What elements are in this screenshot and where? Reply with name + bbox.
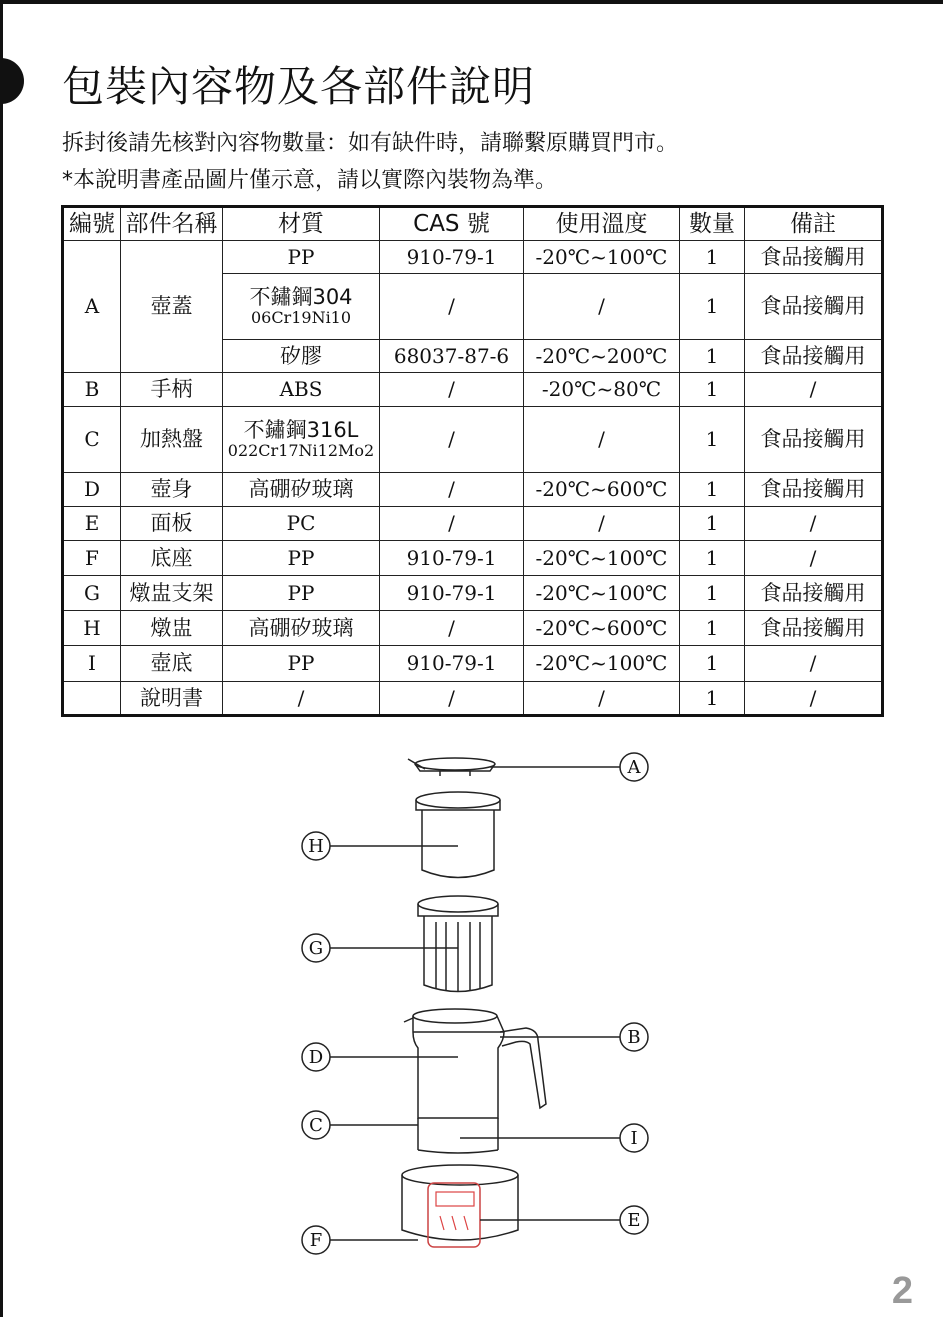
cell-part-name: 燉盅支架 [121, 576, 223, 611]
cell-remark: 食品接觸用 [745, 274, 883, 340]
cell-quantity: 1 [680, 274, 745, 340]
table-header-row [63, 207, 883, 241]
page-title: 包裝內容物及各部件說明 [62, 62, 536, 111]
cell-cas: / [380, 274, 524, 340]
header-temperature: 使用溫度 [524, 207, 680, 241]
material-main: 不鏽鋼316L [243, 418, 359, 443]
cell-part-name: 壺蓋 [121, 241, 223, 373]
cell-temperature: / [524, 682, 680, 716]
page-top-border [0, 0, 943, 4]
callout-a-label: A [627, 757, 641, 778]
parts-table [61, 205, 884, 717]
table-row [63, 611, 883, 646]
cell-temperature: -20℃~600℃ [524, 473, 680, 507]
header-remark: 備註 [745, 207, 883, 241]
cell-cas: / [380, 473, 524, 507]
cell-quantity: 1 [680, 541, 745, 576]
callout-b-label: B [627, 1027, 641, 1048]
header-code: 編號 [63, 207, 121, 241]
cell-quantity: 1 [680, 407, 745, 473]
note-check-contents: 拆封後請先核對內容物數量：如有缺件時，請聯繫原購買門市。 [62, 131, 679, 156]
cell-remark: 食品接觸用 [745, 340, 883, 373]
cell-remark: 食品接觸用 [745, 407, 883, 473]
cell-cas: / [380, 507, 524, 541]
cell-material: / [223, 682, 380, 716]
table-row [63, 241, 883, 274]
header-part-name: 部件名稱 [121, 207, 223, 241]
cell-quantity: 1 [680, 682, 745, 716]
cell-cas: 910-79-1 [380, 576, 524, 611]
cell-remark: / [745, 507, 883, 541]
cell-part-name: 壺底 [121, 646, 223, 682]
table-row [63, 507, 883, 541]
handle-part [500, 1028, 546, 1108]
material-main: 不鏽鋼304 [249, 285, 353, 310]
callout-h-label: H [308, 836, 324, 857]
table-row [63, 473, 883, 507]
cell-part-name: 說明書 [121, 682, 223, 716]
cell-part-name: 加熱盤 [121, 407, 223, 473]
cell-remark: / [745, 646, 883, 682]
cell-remark: 食品接觸用 [745, 611, 883, 646]
material-grade: 06Cr19Ni10 [250, 308, 352, 328]
table-row [63, 682, 883, 716]
cell-temperature: -20℃~80℃ [524, 373, 680, 407]
cell-code: E [63, 507, 121, 541]
stew-cup-part [416, 792, 500, 878]
cell-cas: 910-79-1 [380, 646, 524, 682]
exploded-parts-diagram [0, 740, 943, 1270]
cell-quantity: 1 [680, 507, 745, 541]
cell-cas: 68037-87-6 [380, 340, 524, 373]
cell-code: D [63, 473, 121, 507]
cell-quantity: 1 [680, 373, 745, 407]
note-image-disclaimer: *本說明書產品圖片僅示意，請以實際內裝物為準。 [62, 168, 558, 193]
cell-material [223, 274, 380, 340]
cell-material: PC [223, 507, 380, 541]
cell-temperature: -20℃~600℃ [524, 611, 680, 646]
cell-quantity: 1 [680, 340, 745, 373]
cell-material: ABS [223, 373, 380, 407]
cell-material: PP [223, 541, 380, 576]
cell-temperature: -20℃~200℃ [524, 340, 680, 373]
table-row [63, 646, 883, 682]
callout-f-label: F [309, 1230, 323, 1251]
cell-cas: / [380, 682, 524, 716]
cell-quantity: 1 [680, 473, 745, 507]
cell-cas: 910-79-1 [380, 541, 524, 576]
cell-cas: / [380, 373, 524, 407]
table-row [63, 373, 883, 407]
table-row [63, 407, 883, 473]
cell-material: 矽膠 [223, 340, 380, 373]
cup-holder-part [418, 896, 498, 992]
cell-material [223, 407, 380, 473]
cell-material: PP [223, 241, 380, 274]
cell-part-name: 壺身 [121, 473, 223, 507]
cell-temperature: / [524, 407, 680, 473]
cell-part-name: 底座 [121, 541, 223, 576]
header-cas: CAS 號 [380, 207, 524, 241]
cell-code: B [63, 373, 121, 407]
cell-remark: / [745, 682, 883, 716]
cell-cas: / [380, 407, 524, 473]
cell-code: C [63, 407, 121, 473]
kettle-body-part [404, 1009, 504, 1153]
cell-material: 高硼矽玻璃 [223, 611, 380, 646]
callout-d-label: D [308, 1047, 324, 1068]
cell-part-name: 面板 [121, 507, 223, 541]
lid-part [408, 758, 495, 776]
cell-part-name: 燉盅 [121, 611, 223, 646]
cell-material: PP [223, 646, 380, 682]
cell-code: H [63, 611, 121, 646]
cell-cas: / [380, 611, 524, 646]
cell-material: 高硼矽玻璃 [223, 473, 380, 507]
table-row [63, 576, 883, 611]
cell-quantity: 1 [680, 611, 745, 646]
cell-code: I [63, 646, 121, 682]
material-grade: 022Cr17Ni12Mo2 [227, 441, 375, 461]
cell-quantity: 1 [680, 241, 745, 274]
cell-remark: 食品接觸用 [745, 241, 883, 274]
control-panel-display [436, 1192, 474, 1230]
cell-cas: 910-79-1 [380, 241, 524, 274]
callout-c-label: C [309, 1115, 323, 1136]
cell-temperature: -20℃~100℃ [524, 541, 680, 576]
cell-temperature: -20℃~100℃ [524, 646, 680, 682]
header-material: 材質 [223, 207, 380, 241]
cell-quantity: 1 [680, 576, 745, 611]
section-tab-marker [0, 58, 24, 104]
cell-code [63, 682, 121, 716]
cell-quantity: 1 [680, 646, 745, 682]
callout-i-label: I [630, 1128, 638, 1149]
cell-temperature: / [524, 274, 680, 340]
cell-remark: / [745, 373, 883, 407]
cell-code: G [63, 576, 121, 611]
cell-temperature: -20℃~100℃ [524, 241, 680, 274]
table-row [63, 541, 883, 576]
cell-remark: / [745, 541, 883, 576]
cell-temperature: -20℃~100℃ [524, 576, 680, 611]
header-quantity: 數量 [680, 207, 745, 241]
cell-code: F [63, 541, 121, 576]
cell-remark: 食品接觸用 [745, 576, 883, 611]
callout-g-label: G [308, 938, 324, 959]
cell-temperature: / [524, 507, 680, 541]
cell-part-name: 手柄 [121, 373, 223, 407]
cell-code: A [63, 241, 121, 373]
cell-material: PP [223, 576, 380, 611]
page-number: 2 [891, 1270, 913, 1312]
callout-e-label: E [627, 1210, 641, 1231]
cell-remark: 食品接觸用 [745, 473, 883, 507]
